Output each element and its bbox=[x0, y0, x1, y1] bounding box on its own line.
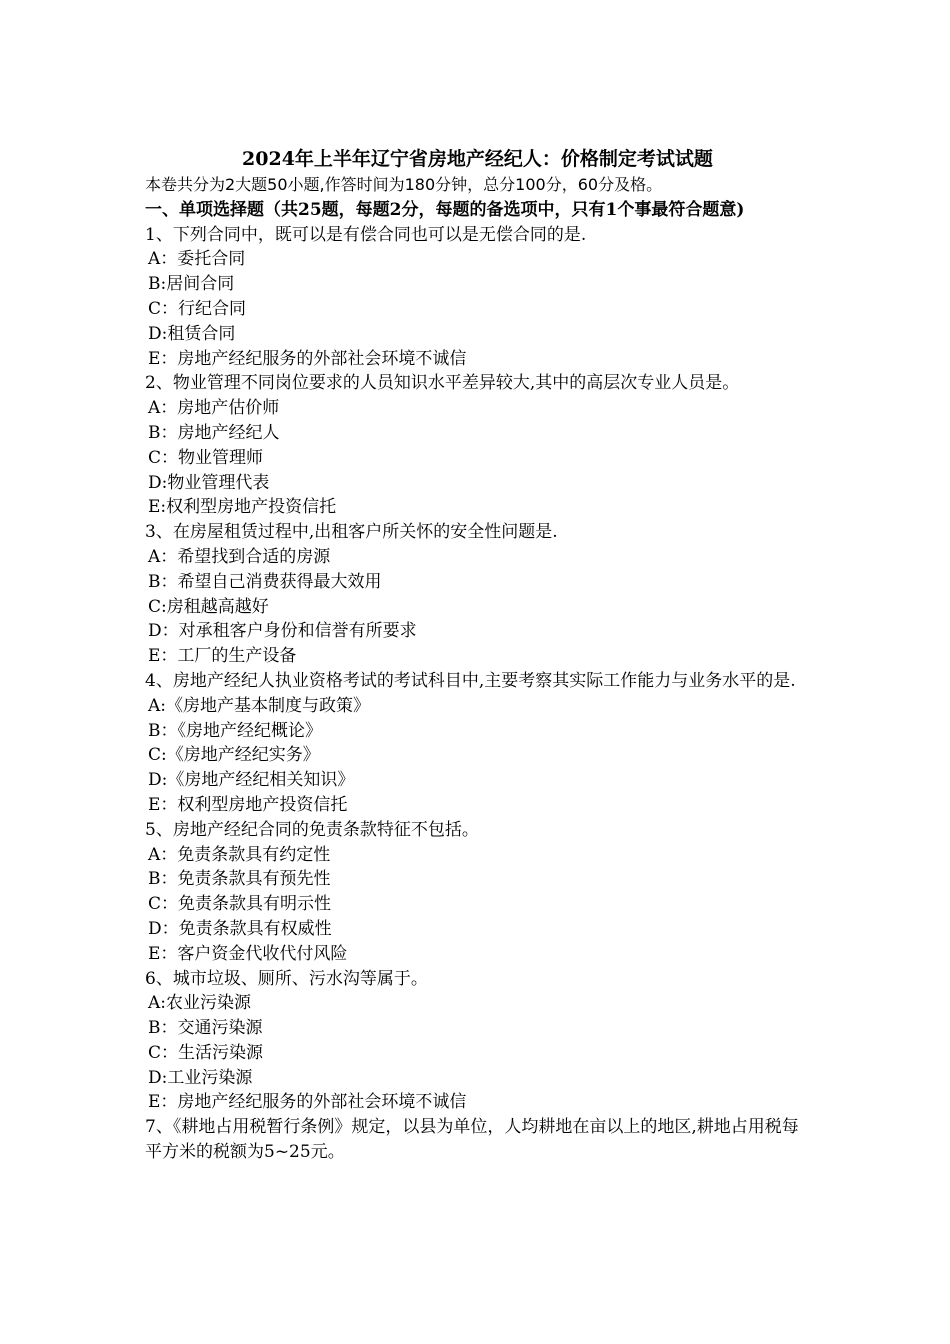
question-stem: 2、物业管理不同岗位要求的人员知识水平差异较大,其中的高层次专业人员是。 bbox=[145, 373, 740, 394]
question-3 bbox=[145, 520, 810, 669]
option-b: B：房地产经纪人 bbox=[148, 422, 280, 443]
option-c: C:《房地产经纪实务》 bbox=[148, 745, 320, 766]
option-a: A:《房地产基本制度与政策》 bbox=[148, 695, 371, 716]
option-e: E：工厂的生产设备 bbox=[148, 646, 297, 667]
option-b: B：《房地产经纪概论》 bbox=[148, 720, 322, 741]
option-e: E:权利型房地产投资信托 bbox=[148, 497, 337, 518]
option-e: E：权利型房地产投资信托 bbox=[148, 794, 348, 815]
document-page bbox=[145, 146, 810, 1165]
section-heading: 一、单项选择题（共25题，每题2分，每题的备选项中，只有1个事最符合题意) bbox=[145, 199, 745, 220]
option-a: A：委托合同 bbox=[148, 249, 246, 270]
option-c: C：生活污染源 bbox=[148, 1042, 264, 1063]
option-c: C：免责条款具有明示性 bbox=[148, 894, 332, 915]
option-d: D:物业管理代表 bbox=[148, 472, 270, 493]
question-stem: 3、在房屋租赁过程中,出租客户所关怀的安全性问题是. bbox=[145, 522, 558, 543]
question-stem: 7、《耕地占用税暂行条例》规定，以县为单位，人均耕地在亩以上的地区,耕地占用税每平方米的税额为5~25元。 bbox=[145, 1117, 799, 1163]
question-stem: 4、房地产经纪人执业资格考试的考试科目中,主要考察其实际工作能力与业务水平的是. bbox=[145, 670, 796, 691]
option-e: E：房地产经纪服务的外部社会环境不诚信 bbox=[148, 348, 467, 369]
question-stem: 6、城市垃圾、厕所、污水沟等属于。 bbox=[145, 968, 428, 989]
option-b: B：免责条款具有预先性 bbox=[148, 869, 331, 890]
option-b: B:居间合同 bbox=[148, 274, 235, 295]
option-d: D：免责条款具有权威性 bbox=[148, 918, 332, 939]
question-4 bbox=[145, 669, 810, 818]
option-a: A：免责条款具有约定性 bbox=[148, 844, 331, 865]
question-7 bbox=[145, 1115, 810, 1165]
option-e: E：房地产经纪服务的外部社会环境不诚信 bbox=[148, 1092, 467, 1113]
option-c: C:房租越高越好 bbox=[148, 596, 269, 617]
question-5 bbox=[145, 818, 810, 967]
option-e: E：客户资金代收代付风险 bbox=[148, 943, 348, 964]
option-b: B：交通污染源 bbox=[148, 1018, 263, 1039]
question-1 bbox=[145, 223, 810, 372]
option-a: A：希望找到合适的房源 bbox=[148, 546, 331, 567]
exam-intro: 本卷共分为2大题50小题,作答时间为180分钟，总分100分，60分及格。 bbox=[145, 175, 663, 194]
option-c: C：物业管理师 bbox=[148, 447, 264, 468]
option-d: D:工业污染源 bbox=[148, 1067, 253, 1088]
option-b: B：希望自己消费获得最大效用 bbox=[148, 571, 382, 592]
option-d: D：对承租客户身份和信誉有所要求 bbox=[148, 621, 417, 642]
question-stem: 5、房地产经纪合同的免责条款特征不包括。 bbox=[145, 819, 479, 840]
document-title: 2024年上半年辽宁省房地产经纪人：价格制定考试试题 bbox=[242, 148, 713, 170]
option-d: D:租赁合同 bbox=[148, 323, 236, 344]
option-a: A:农业污染源 bbox=[148, 993, 252, 1014]
question-6 bbox=[145, 967, 810, 1116]
option-c: C：行纪合同 bbox=[148, 298, 247, 319]
question-stem: 1、下列合同中，既可以是有偿合同也可以是无偿合同的是. bbox=[145, 224, 587, 245]
option-d: D:《房地产经纪相关知识》 bbox=[148, 770, 355, 791]
option-a: A：房地产估价师 bbox=[148, 398, 280, 419]
question-2 bbox=[145, 371, 810, 520]
